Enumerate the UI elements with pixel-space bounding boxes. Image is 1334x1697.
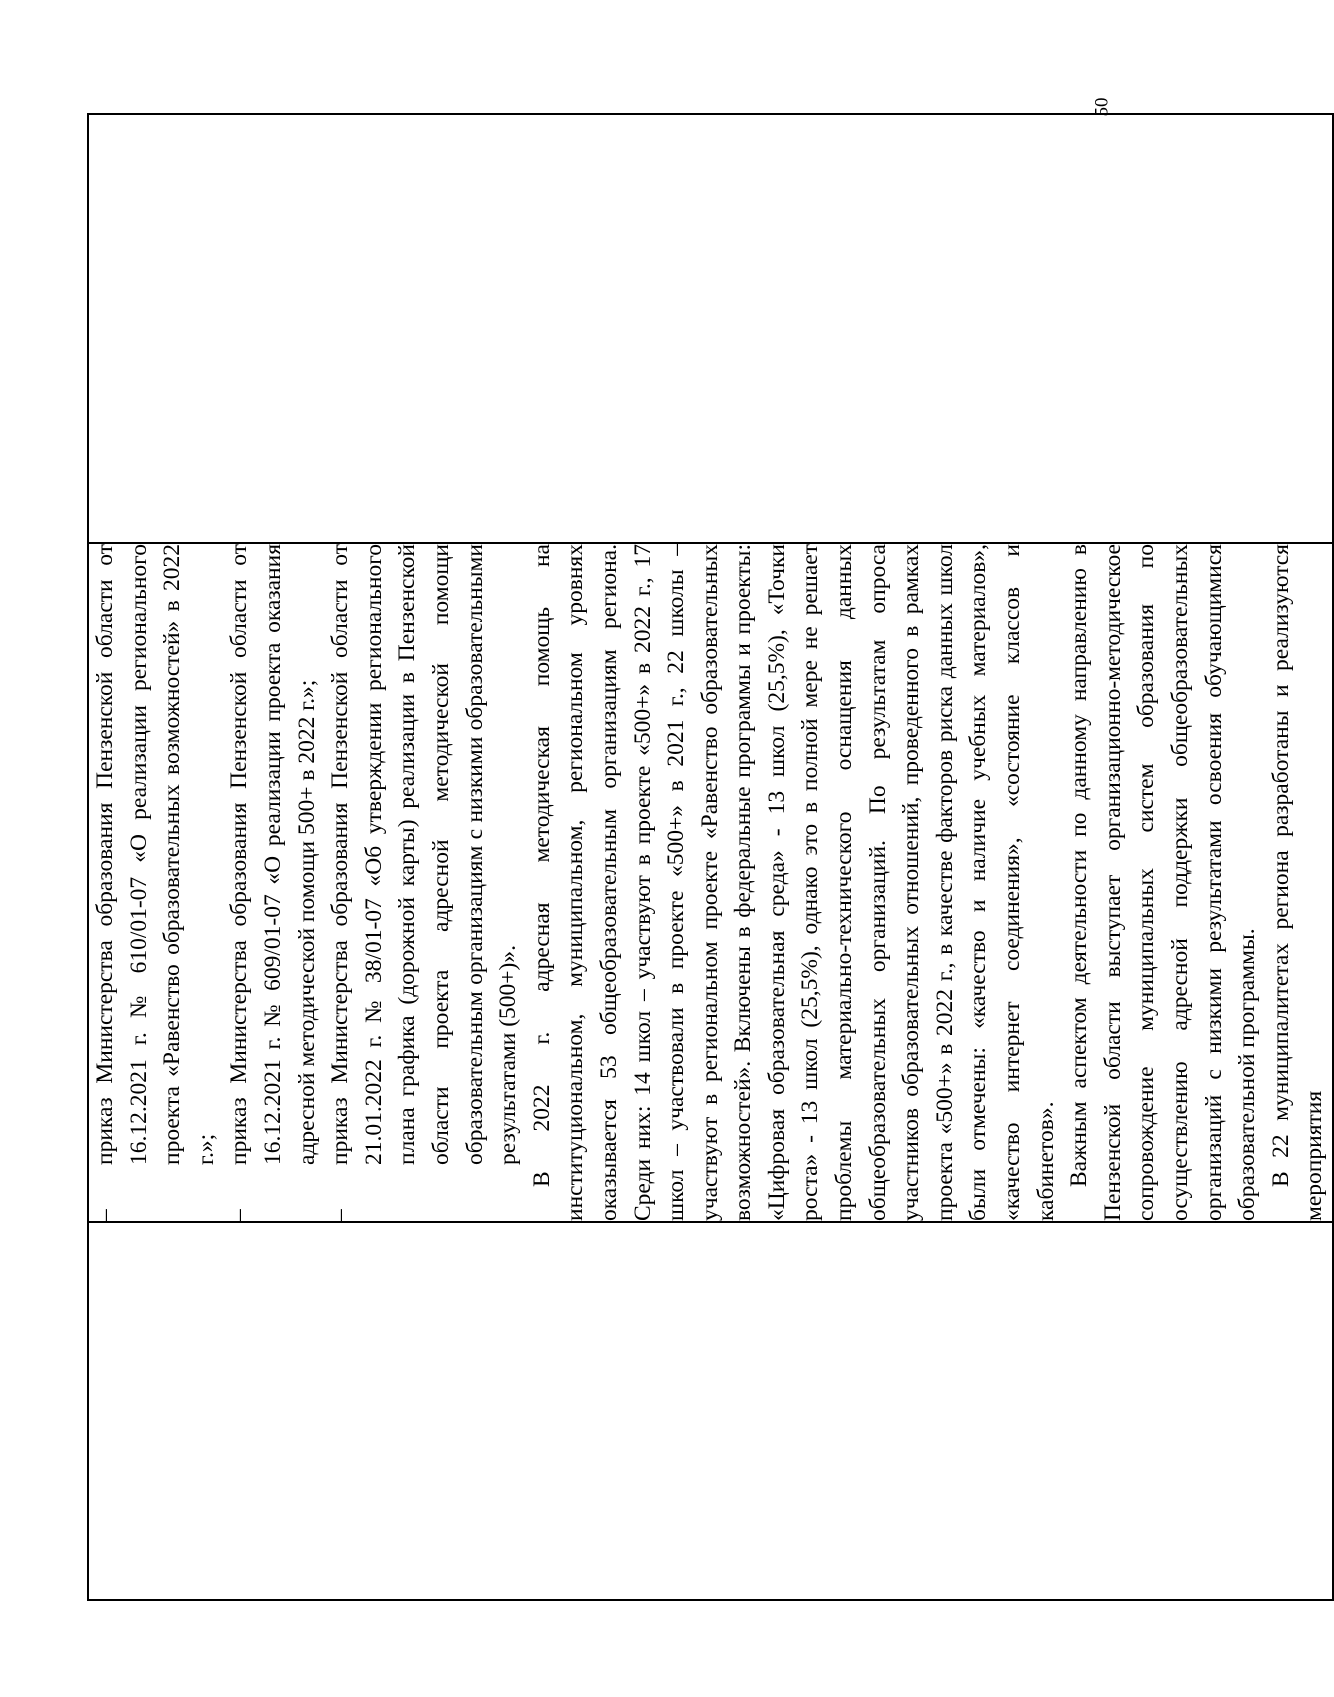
bullet-dash: – [327, 1209, 354, 1221]
list-item [89, 544, 223, 1221]
table-cell-main-text [88, 543, 1333, 1222]
rotated-page-content [87, 113, 1328, 1601]
document-table [87, 113, 1334, 1601]
bullet-dash: – [226, 1209, 253, 1221]
page-number: 50 [1091, 97, 1113, 117]
table-row [88, 114, 1333, 1600]
bullet-text: приказ Министерства образования Пензенской области от 21.01.2022 г. № 38/01-07 «Об утверждении регионального плана графика (дорожной карты) реализации в Пензенской области проекта адресной методической помощи образовательным организациям с низкими образовательными результатами (500+)». [327, 544, 522, 1165]
table-cell-left-empty [88, 1222, 1333, 1600]
paragraph: В 22 муниципалитетах региона разработаны и реализуются мероприятия [1267, 544, 1328, 1221]
bullet-text: приказ Министерства образования Пензенской области от 16.12.2021 г. № 610/01-07 «О реализации регионального проекта «Равенство образовательных возможностей» в 2022 г.»; [92, 544, 219, 1165]
paragraph: В 2022 г. адресная методическая помощь на институциональном, муниципальном, региональном уровнях оказывается 53 общеобразовательным организациям региона. Среди них: 14 школ – участвуют в проекте «500+» в 2022 г., 17 школ – участвовали в проекте «500+» в 2021 г., 22 школы – участвуют в региональном проекте «Равенство образовательных возможностей». Включены в федеральные программы и проекты: «Цифровая образовательная среда» - 13 школ (25,5%), «Точки роста» - 13 школ (25,5%), однако это в полной мере не решает проблемы материально-технического оснащения данных общеобразовательных организаций. По результатам опроса участников образовательных отношений, проведенного в рамках проекта «500+» в 2022 г., в качестве факторов риска данных школ были отмечены: «качество и наличие учебных материалов», «качество интернет соединения», «состояние классов и кабинетов». [528, 544, 1059, 1221]
paragraph: Важным аспектом деятельности по данному направлению в Пензенской области выступает организационно-методическое сопровождение муниципальных систем образования по осуществлению адресной поддержки общеобразовательных организаций с низкими результатами освоения обучающимися образовательной программы. [1066, 544, 1261, 1221]
bullet-dash: – [92, 1209, 118, 1221]
list-item [223, 544, 324, 1221]
table-cell-right-empty [88, 114, 1333, 543]
bullet-text: приказ Министерства образования Пензенской области от 16.12.2021 г. № 609/01-07 «О реализации проекта оказания адресной методической помощи 500+ в 2022 г.»; [226, 544, 320, 1165]
list-item [324, 544, 526, 1221]
